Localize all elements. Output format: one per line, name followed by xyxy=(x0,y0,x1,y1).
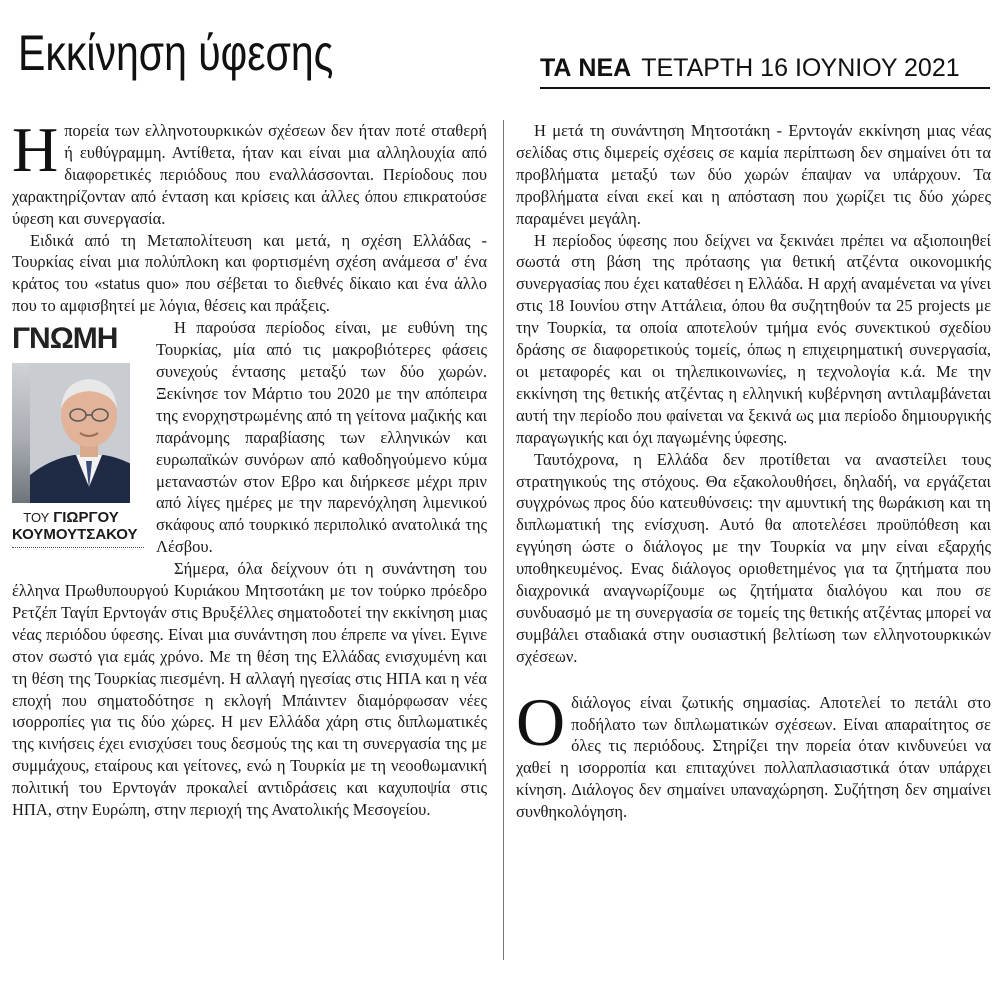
paragraph: Η μετά τη συνάντηση Μητσοτάκη - Ερντογάν εκκίνηση μιας νέας σελίδας στις διμερείς σχέσεις σε καμία περίπτωση δεν σημαίνει ότι τα προβλήματα μεταξύ των δύο χωρών έπαψαν να υπάρχουν. Τα προβλήματα είναι εκεί και η απόσταση που χωρίζει τις δύο χώρες παραμένει μεγάλη. xyxy=(516,121,991,228)
issue-date: ΤΕΤΑΡΤΗ 16 ΙΟΥΝΙΟΥ 2021 xyxy=(641,54,960,82)
paragraph: Σήμερα, όλα δείχνουν ότι η συνάντηση του έλληνα Πρωθυπουργού Κυριάκου Μητσοτάκη με τον τούρκο πρόεδρο Ρετζέπ Ταγίπ Ερντογάν στις Βρυξέλλες σηματοδοτεί την εκκίνηση μιας νέας περιόδου ύφεσης. Είναι μια συνάντηση που έπρεπε να γίνει. Εγινε στον σωστό για εμάς χρόνο. Με τη θέση της Ελλάδας ενισχυμένη και τη θέση της Τουρκίας πιεσμένη. Η αλλαγή ηγεσίας στις ΗΠΑ και η νέα εποχή που σηματοδότησε η εκλογή Μπάιντεν διαμόρφωσαν νέες ισορροπίες για τις δύο χώρες. Η μεν Ελλάδα χάρη στις διπλωματικές της κινήσεις έχει ενισχύσει τους δεσμούς της και τη συνεργασία της με συμμάχους, εταίρους και γείτονες, ενώ η Τουρκία με τη νεοοθωμανική πολιτική του Ερντογάν προκαλεί αντιδράσεις και καχυποψία στις ΗΠΑ, στην Ευρώπη, στην περιοχή της Ανατολικής Μεσογείου. xyxy=(12,559,487,820)
paragraph-text: διάλογος είναι ζωτικής σημασίας. Αποτελεί το πετάλι στο ποδήλατο των διπλωματικών σχέσεων. Είναι απαραίτητος σε όλες τις περιόδους. Στηρίζει την πορεία όταν κινδυνεύει να χαθεί η ισορροπία και επιταχύνει πολλαπλασιαστικά όταν υπάρχει κίνηση. Διάλογος δεν σημαίνει υπαναχώρηση. Συζήτηση δεν σημαίνει συνθηκολόγηση. xyxy=(516,692,991,822)
byline-prefix: ΤΟΥ xyxy=(23,510,50,526)
drop-cap: Ο xyxy=(516,683,566,760)
opinion-box xyxy=(12,323,144,571)
paragraph: Ταυτόχρονα, η Ελλάδα δεν προτίθεται να αναστείλει τους στρατηγικούς της στόχους. Θα εξακολουθήσει, δηλαδή, να εργάζεται συγχρόνως προς δύο κατευθύνσεις: την αμυντική της θωράκιση και τη διπλωματική της ενίσχυση. Αυτό θα αποτελέσει προϋπόθεση και εγγύηση ώστε ο διάλογος με την Τουρκία να μην είναι εξαρχής υποθηκευμένος. Ενας διάλογος οριοθετημένος για τα ζητήματα που διαχρονικά αναγνωρίζουμε ως ζητήματα διαλόγου και που σε συνδυασμό με τη συνεργασία σε τομείς της θετικής ατζέντας μπορεί να συμβάλει σταδιακά στην ουσιαστική βελτίωση των ελληνοτουρκικών σχέσεων. xyxy=(516,449,991,666)
newspaper-name: ΤΑ ΝΕΑ xyxy=(540,54,632,82)
column-divider xyxy=(503,120,504,960)
paragraph: Ειδικά από τη Μεταπολίτευση και μετά, η σχέση Ελλάδας - Τουρκίας είναι μια πολύπλοκη και φορτισμένη σχέση ανάμεσα σ' ένα κράτος του «status quo» που σέβεται το διεθνές δίκαιο και ένα άλλο που το αμφισβητεί με λόγια, θέσεις και πράξεις. xyxy=(12,230,487,316)
paragraph-text: πορεία των ελληνοτουρκικών σχέσεων δεν ήταν ποτέ σταθερή ή ευθύγραμμη. Αντίθετα, ήταν και είναι μια αλληλουχία από διαφορετικές περιόδους που εναλλάσσονται. Περίοδους που χαρακτηρίζονταν από ένταση και κρίσεις και άλλες όπου επικρατούσε ύφεση και συνεργασία. xyxy=(12,121,487,228)
author-byline xyxy=(12,509,138,544)
masthead xyxy=(540,54,985,82)
masthead-rule xyxy=(540,87,990,89)
article-column-left xyxy=(12,114,487,821)
drop-cap: Η xyxy=(12,114,59,185)
author-portrait xyxy=(12,363,130,503)
paragraph xyxy=(12,317,487,558)
section-gap xyxy=(516,668,991,692)
author-name: ΓΙΩΡΓΟΥ ΚΟΥΜΟΥΤΣΑΚΟΥ xyxy=(12,509,138,544)
paragraph xyxy=(516,683,991,823)
byline-rule xyxy=(12,547,144,548)
paragraph-text: Η παρούσα περίοδος είναι, με ευθύνη της Τουρκίας, μία από τις μακροβιότερες φάσεις συνεχούς έντασης μεταξύ των δύο χωρών. Ξεκίνησε τον Μάρτιο του 2020 με την απόπειρα της ενορχηστρωμένης από τη γείτονα μαζικής και παράνομης παραβίασης των ελληνικών και ευρωπαϊκών συνόρων από καθοδηγούμενο κύμα μεταναστών στον Εβρο και διήρκεσε μέχρι πριν από λίγες ημέρες με την παρενόχληση λιμενικού σκάφους από τουρκικό περιπολικό ανατολικά της Λέσβου. xyxy=(156,318,487,557)
opinion-label: ΓΝΩΜΗ xyxy=(12,322,118,356)
paragraph xyxy=(12,114,487,230)
article-column-right xyxy=(516,120,991,823)
article-headline: Εκκίνηση ύφεσης xyxy=(18,25,334,81)
paragraph: Η περίοδος ύφεσης που δείχνει να ξεκινάει πρέπει να αξιοποιηθεί σωστά στη βάση της πρότασης για θετική ατζέντα οικονομικής συνεργασίας που έχει καταθέσει η Ελλάδα. Η αρχή αναμένεται να γίνει στις 18 Ιουνίου στην Αττάλεια, όπου θα συζητηθούν τα 25 projects με την Τουρκία, τα οποία αποτελούν τμήμα ενός συνεκτικού σχεδίου δράσης σε διαφορετικούς τομείς, όπως η επιχειρηματική συνεργασία, οι μεταφορές και οι τηλεπικοινωνίες, η τεχνολογία κ.ά. Με την εκκίνηση της θετικής ατζέντας η ελληνική κυβέρνηση αντιλαμβάνεται αυτή την περίοδο που φαίνεται να ξεκινά ως μια περίοδο δημιουργικής παραγωγικής και όχι παγωμένης ύφεσης. xyxy=(516,230,991,447)
